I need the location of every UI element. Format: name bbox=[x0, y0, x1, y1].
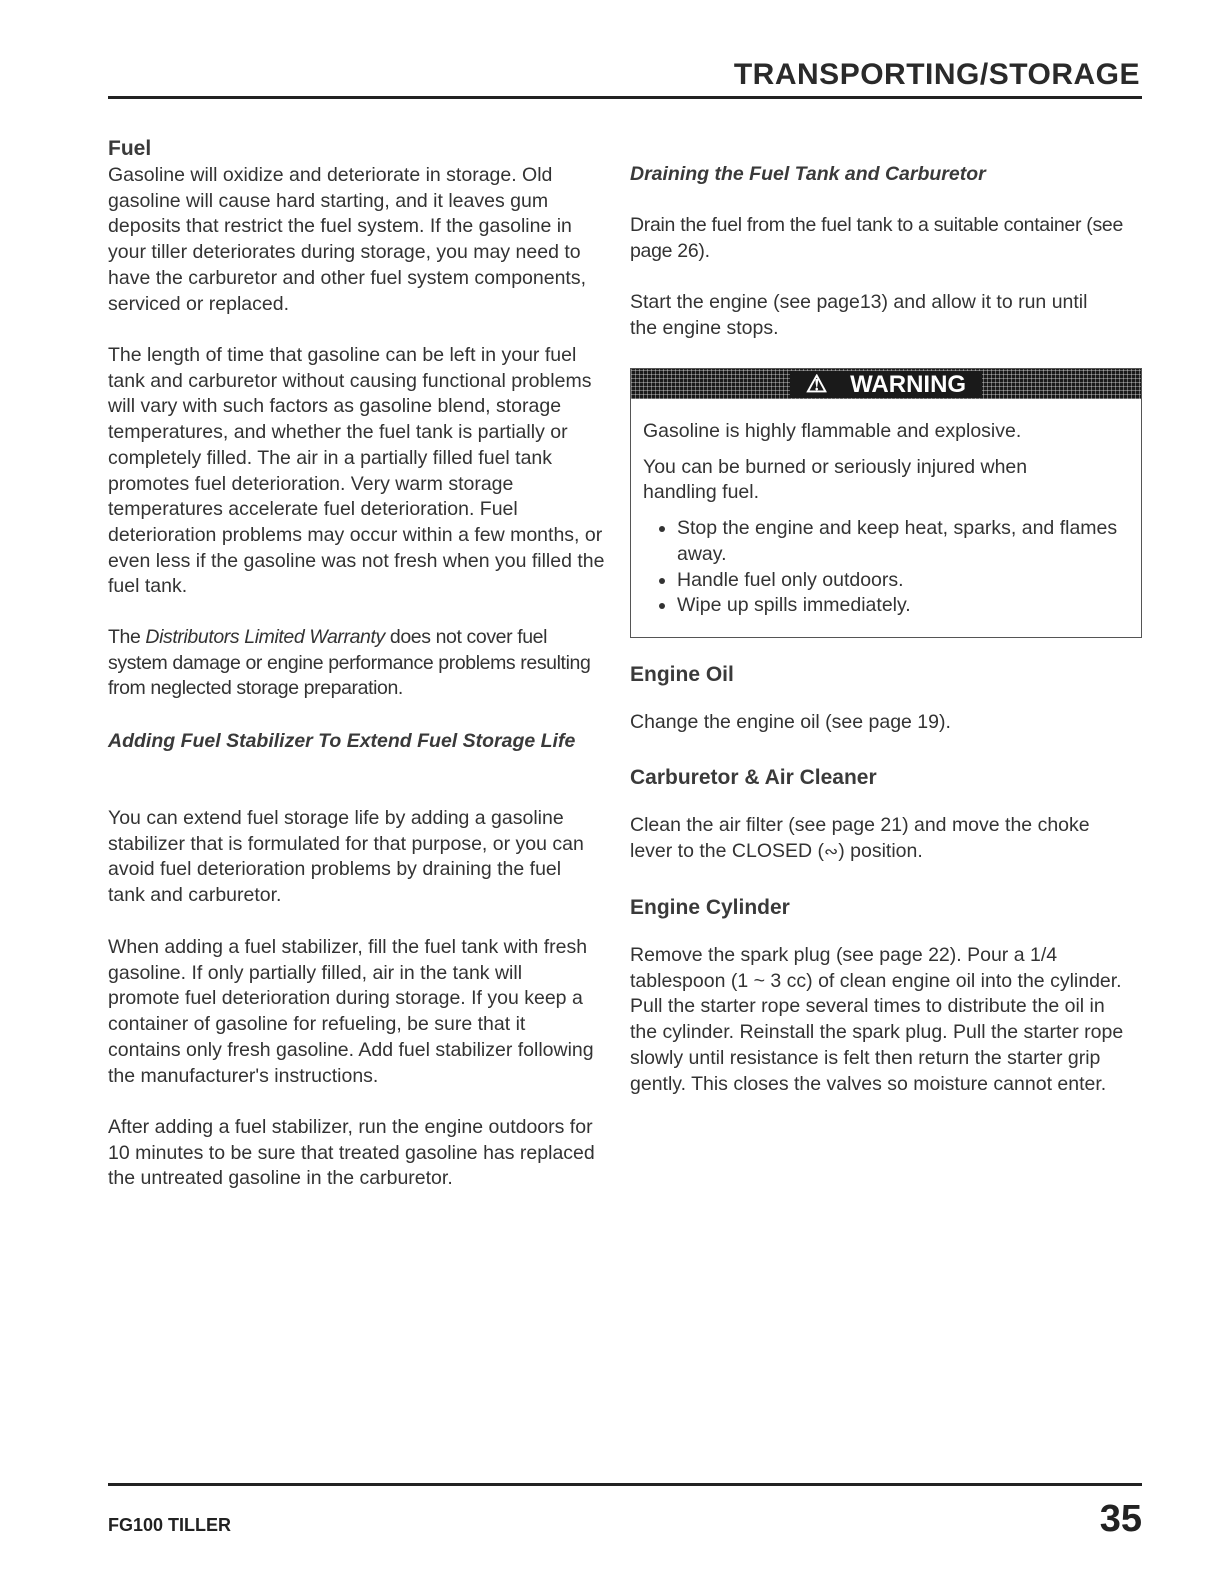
warning-bullet: • Handle fuel only outdoors. bbox=[677, 568, 1129, 594]
warning-label: WARNING bbox=[842, 371, 974, 398]
engine-cylinder-text: Remove the spark plug (see page 22). Pour a 1/4 tablespoon (1 ~ 3 cc) of clean engine oil into the cylinder. Pull the starter rope several times to distribute the oil in the cylinder. Reinstall the spark plug. Pull the starter rope slowly until resistance is felt then return the starter grip gently. This closes the valves so moisture cannot enter. bbox=[630, 944, 1124, 1095]
warning-list bbox=[643, 516, 1129, 619]
warning-banner bbox=[631, 369, 1141, 399]
text: Clean the air filter (see page 21) and move the choke lever to the CLOSED ( bbox=[630, 814, 1090, 862]
stabilizer-heading: Adding Fuel Stabilizer To Extend Fuel Storage Life bbox=[108, 730, 576, 752]
warning-triangle-icon: ⚠ bbox=[798, 371, 836, 398]
warning-box bbox=[630, 368, 1142, 638]
stabilizer-paragraph-1: You can extend fuel storage life by adding a gasoline stabilizer that is formulated for that purpose, or you can avoid fuel deterioration problems by draining the fuel tank and carburetor. bbox=[108, 807, 584, 907]
footer-model: FG100 TILLER bbox=[108, 1515, 232, 1535]
text: The bbox=[108, 626, 146, 648]
warranty-name: Distributors Limited Warranty bbox=[145, 626, 385, 648]
warning-bullet: • Wipe up spills immediately. bbox=[677, 593, 1129, 619]
warning-line-1: Gasoline is highly flammable and explosive. bbox=[643, 420, 1022, 442]
warranty-paragraph bbox=[108, 625, 598, 702]
fuel-paragraph-1: Gasoline will oxidize and deteriorate in storage. Old gasoline will cause hard starting, and it leaves gum deposits that restrict the fuel system. If the gasoline in your tiller deteriorates during storage, you may need to have the carburetor and other fuel system components, serviced or replaced. bbox=[108, 164, 587, 315]
warning-bullet: • Stop the engine and keep heat, sparks, and flames away. bbox=[677, 516, 1129, 567]
draining-paragraph-1: Drain the fuel from the fuel tank to a suitable container (see page 26). bbox=[630, 214, 1124, 262]
text: does not cover fuel system damage or engine performance problems resulting from neglected storage preparation. bbox=[108, 626, 591, 700]
page-number: 35 bbox=[1099, 1498, 1142, 1540]
page-title: TRANSPORTING/STORAGE bbox=[733, 58, 1140, 91]
draining-paragraph-2: Start the engine (see page13) and allow it to run until the engine stops. bbox=[630, 291, 1088, 339]
draining-heading: Draining the Fuel Tank and Carburetor bbox=[630, 163, 986, 185]
choke-closed-icon: ∾ bbox=[824, 841, 839, 861]
engine-cylinder-heading: Engine Cylinder bbox=[630, 896, 790, 919]
footer-rule bbox=[108, 1483, 1142, 1486]
warning-line-2: You can be burned or seriously injured when handling fuel. bbox=[643, 455, 1028, 504]
text: ) position. bbox=[838, 839, 923, 862]
carburetor-heading: Carburetor & Air Cleaner bbox=[630, 766, 877, 789]
header-rule bbox=[108, 96, 1142, 99]
engine-oil-text: Change the engine oil (see page 19). bbox=[630, 711, 951, 733]
fuel-paragraph-2: The length of time that gasoline can be left in your fuel tank and carburetor without causing functional problems will vary with such factors as gasoline blend, storage temperatures, and whether the fuel tank is partially or completely filled. The air in a partially filled fuel tank promotes fuel deterioration. Very warm storage temperatures accelerate fuel deterioration. Fuel deterioration problems may occur within a few months, or even less if the gasoline was not fresh when you filled the fuel tank. bbox=[108, 344, 605, 598]
stabilizer-paragraph-3: After adding a fuel stabilizer, run the engine outdoors for 10 minutes to be sure that treated gasoline has replaced the untreated gasoline in the carburetor. bbox=[108, 1116, 595, 1190]
fuel-heading: Fuel bbox=[108, 137, 152, 160]
engine-oil-heading: Engine Oil bbox=[630, 663, 734, 686]
stabilizer-paragraph-2: When adding a fuel stabilizer, fill the fuel tank with fresh gasoline. If only partially filled, air in the tank will promote fuel deterioration during storage. If you keep a container of gasoline for refueling, be sure that it contains only fresh gasoline. Add fuel stabilizer following the manufacturer's instructions. bbox=[108, 936, 594, 1087]
carburetor-text bbox=[630, 813, 1090, 864]
